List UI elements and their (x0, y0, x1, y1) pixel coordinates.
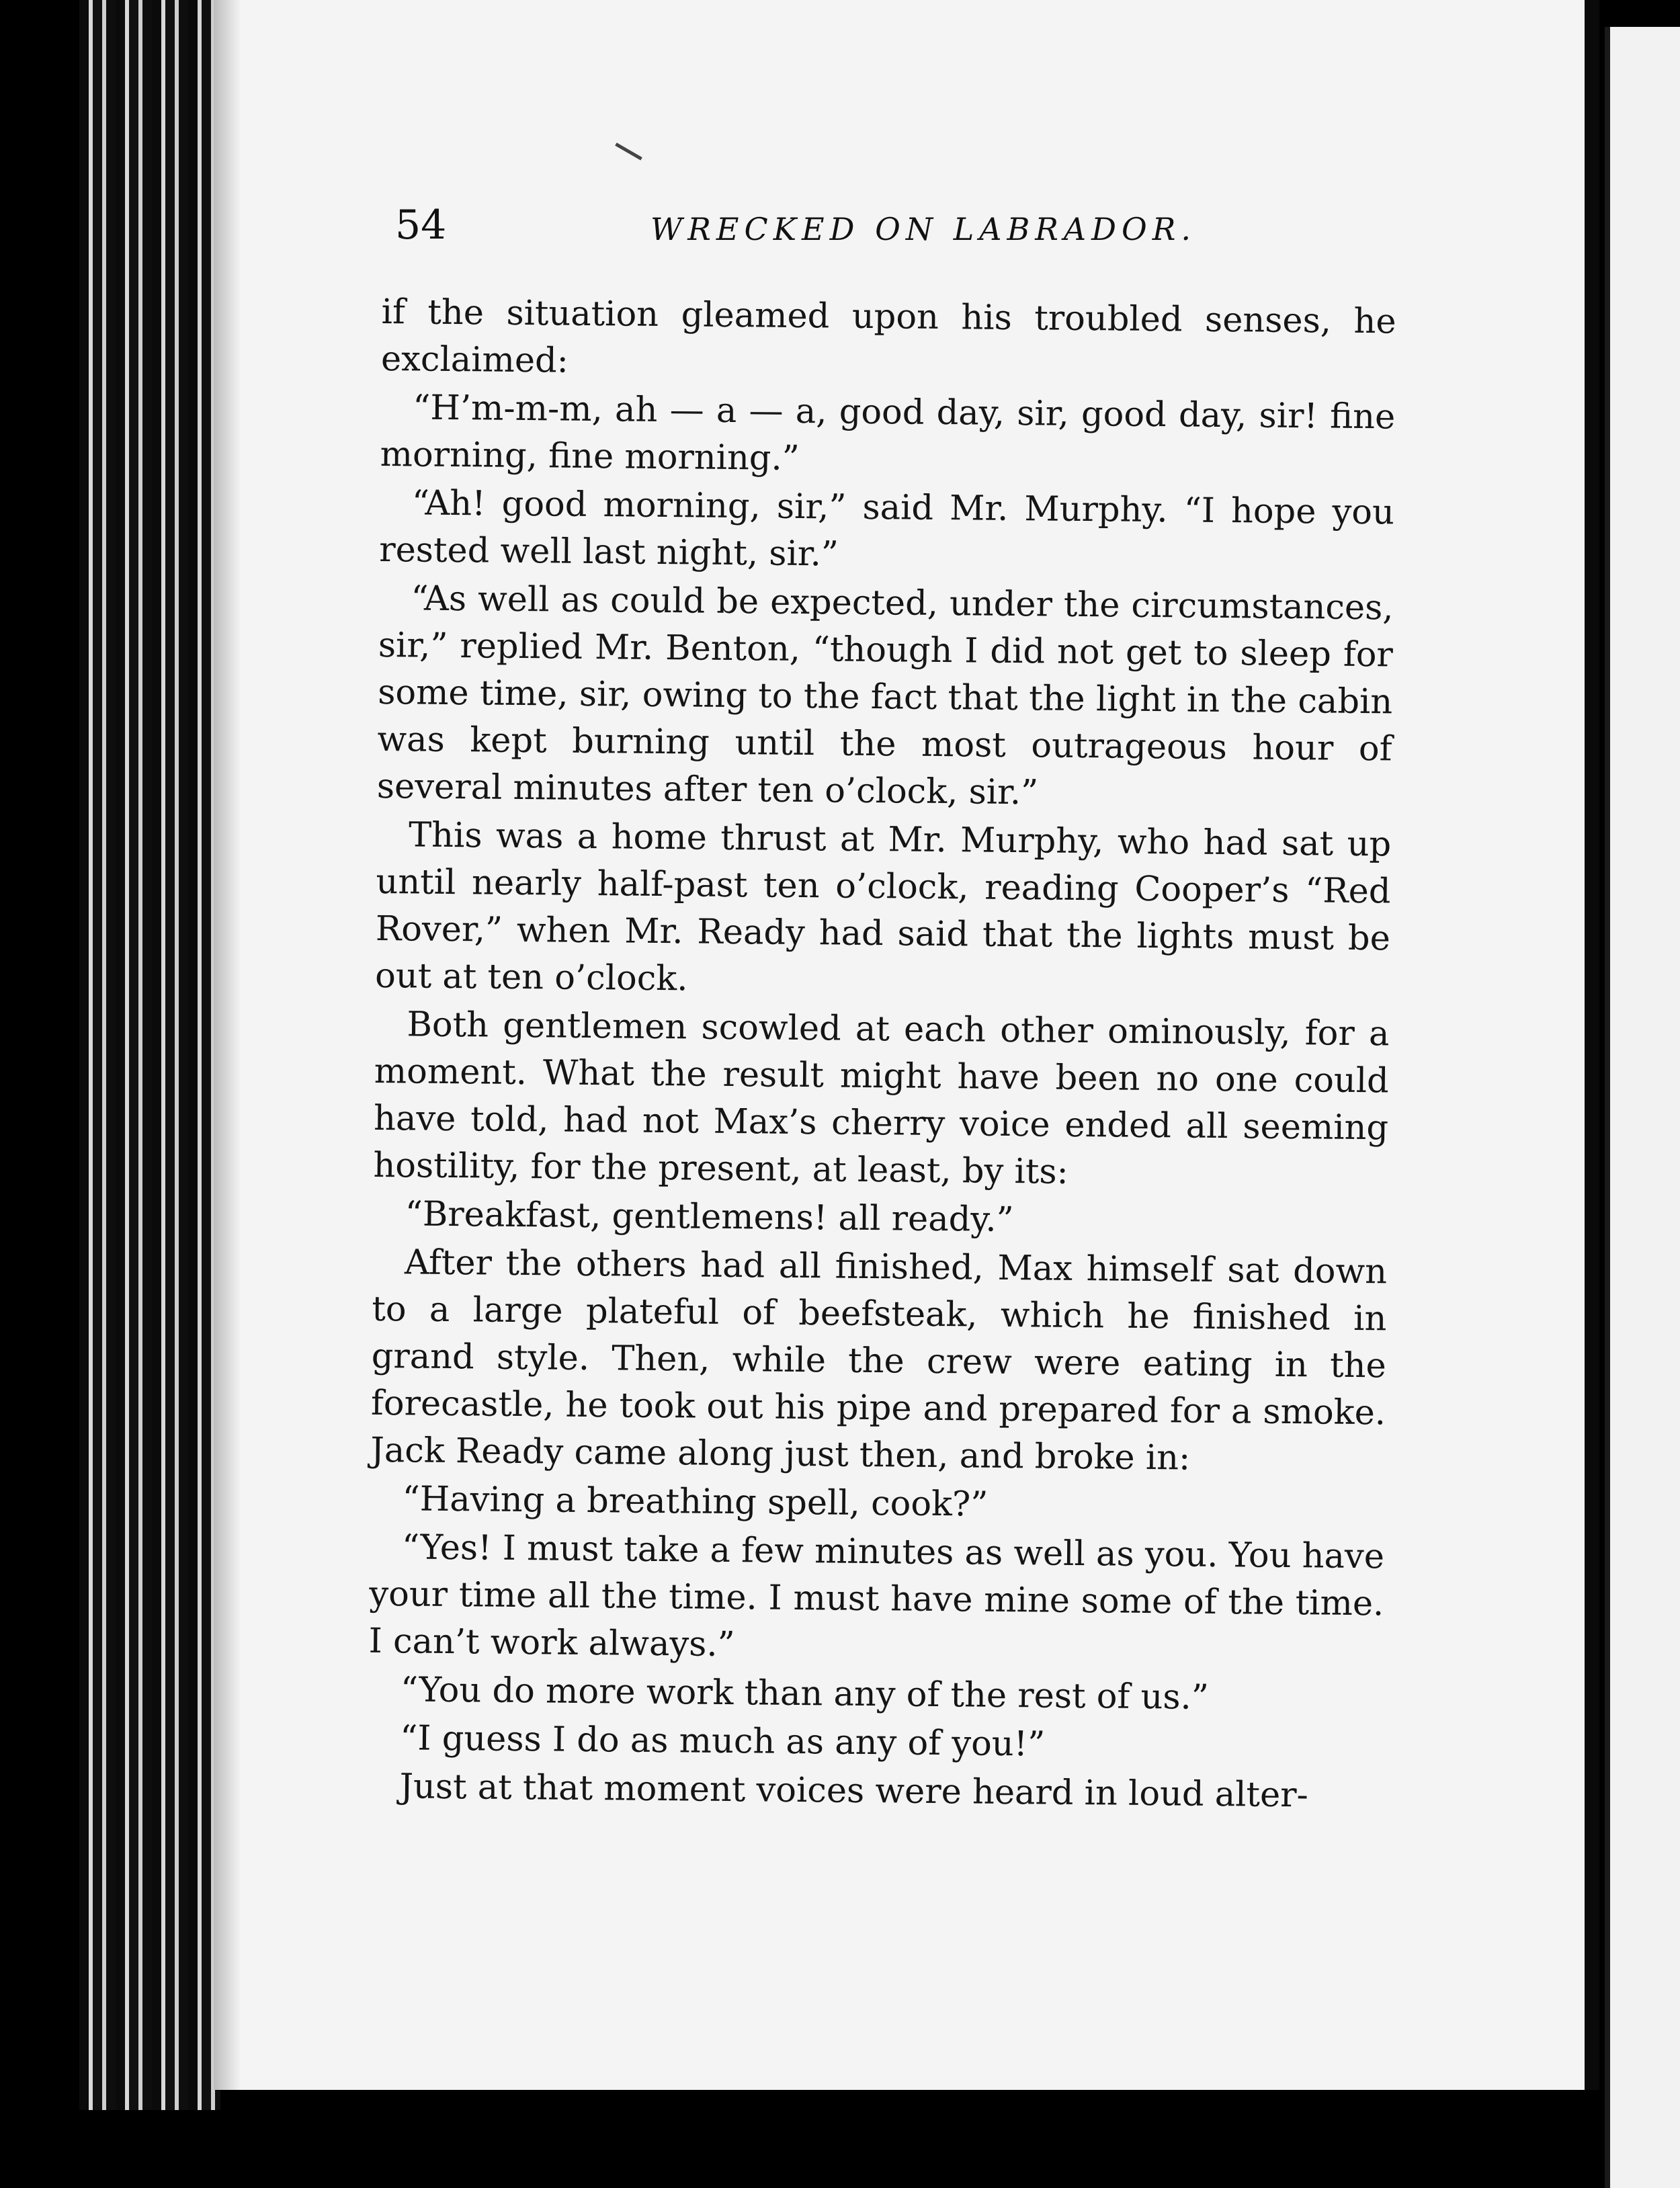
paragraph: if the situation gleamed upon his troubled senses, he exclaimed: (380, 292, 1396, 381)
paragraph: “I guess I do as much as any of you!” (400, 1718, 1046, 1765)
paragraph: “Breakfast, gentlemens! all ready.” (405, 1194, 1014, 1240)
paragraph: “You do more work than any of the rest of us.” (400, 1670, 1210, 1718)
paragraph: Just at that moment voices were heard in loud alter- (399, 1767, 1309, 1816)
paragraph: “Having a breathing spell, cook?” (402, 1479, 989, 1525)
facing-page-edge (1605, 27, 1680, 2188)
book-page (214, 0, 1599, 2090)
paragraph: “H’m-m-m, ah — a — a, good day, sir, good day, sir! fine morning, fine morning.” (380, 388, 1396, 478)
page-number: 54 (395, 202, 447, 249)
running-head (395, 202, 1376, 262)
paragraph: Both gentlemen scowled at each other ominously, for a moment. What the result might have been no one could have told, had not Max’s cherry voice ended all seeming hostility, for the present, at least, by its: (373, 1005, 1390, 1192)
paragraph: “Yes! I must take a few minutes as well as you. You have your time all the time. I must have mine some of the time. I can’t work always.” (368, 1527, 1385, 1665)
paragraph: “As well as could be expected, under the circumstances, sir,” replied Mr. Benton, “though I did not get to sleep for some time, sir, owing to the fact that the light in the cabin was kept burning until the most outrageous hour of several minutes after ten o’clock, sir.” (376, 579, 1394, 813)
paragraph: This was a home thrust at Mr. Murphy, who had sat up until nearly half-past ten o’clock, reading Cooper’s “Red Rover,” when Mr. Ready had said that the lights must be out at ten o’clock. (374, 815, 1392, 999)
running-title: WRECKED ON LABRADOR. (650, 211, 1196, 247)
paragraph: After the others had all finished, Max himself sat down to a large plateful of beefsteak, which he finished in grand style. Then, while the crew were eating in the forecastle, he took out his pipe and prepared for a smoke. Jack Ready came along just then, and broke in: (370, 1243, 1388, 1478)
body-text (367, 289, 1396, 1821)
paragraph: “Ah! good morning, sir,” said Mr. Murphy. “I hope you rested well last night, sir.” (378, 483, 1395, 575)
gutter-shadow (214, 0, 241, 2090)
ink-mark (610, 142, 642, 168)
page-stack-edges (79, 0, 220, 2110)
